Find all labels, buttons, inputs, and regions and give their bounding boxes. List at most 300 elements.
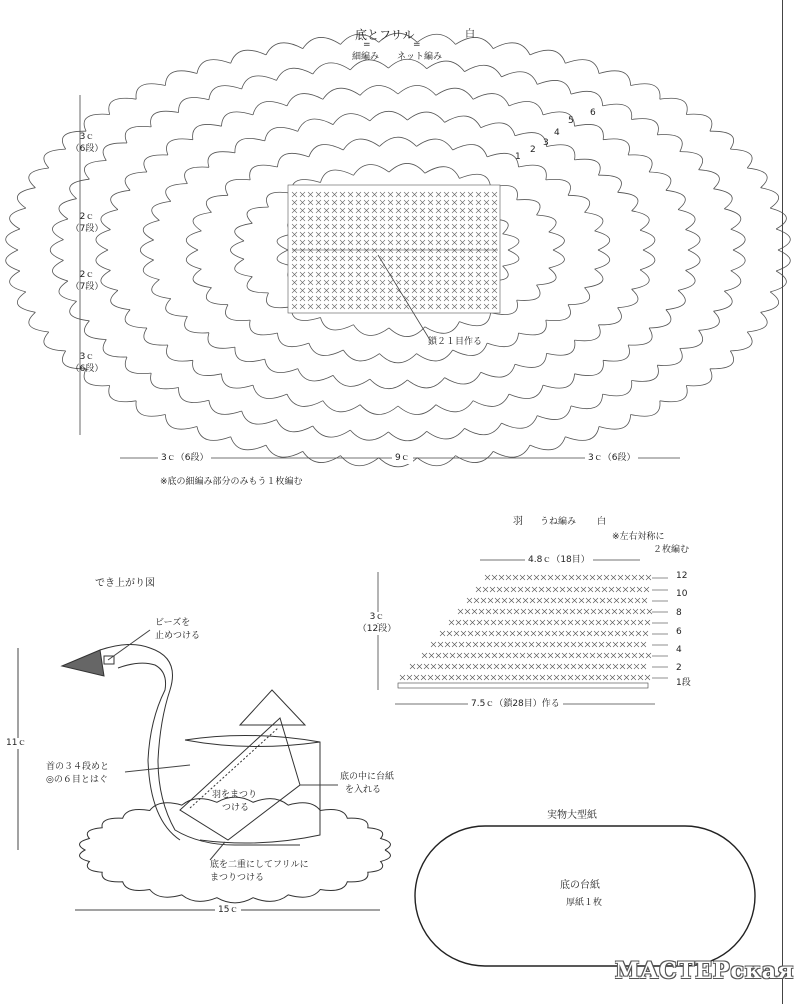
- net-loop: [517, 200, 540, 215]
- wing-stitch: [575, 620, 580, 625]
- net-loop: [125, 357, 151, 374]
- net-loop: [360, 86, 398, 96]
- net-loop: [481, 364, 515, 377]
- net-loop: [287, 394, 323, 406]
- wing-stitch: [571, 664, 576, 669]
- wing-stitch: [518, 587, 523, 592]
- wing-stitch: [443, 653, 448, 658]
- wing-stitch: [583, 575, 588, 580]
- net-loop: [436, 401, 473, 412]
- wing-stitch: [599, 642, 604, 647]
- net-loop: [343, 139, 379, 150]
- wing-stitch: [494, 664, 499, 669]
- net-loop: [575, 159, 601, 175]
- wing-stitch: [597, 575, 602, 580]
- wing-stitch: [592, 642, 597, 647]
- wing-stitch: [640, 609, 645, 614]
- net-loop: [225, 179, 250, 195]
- net-loop: [389, 327, 425, 337]
- wing-stitch: [582, 620, 587, 625]
- net-loop: [208, 333, 235, 349]
- net-loop: [575, 325, 601, 341]
- wing-stitch: [547, 620, 552, 625]
- net-loop: [29, 312, 49, 332]
- wing-stitch: [573, 631, 578, 636]
- net-loop: [277, 68, 313, 80]
- net-loop: [730, 149, 752, 168]
- wing-stitch: [539, 587, 544, 592]
- wing-stitch: [454, 631, 459, 636]
- wing-note-1: ※左右対称に: [612, 532, 665, 542]
- wing-stitch: [499, 575, 504, 580]
- wing-stitch: [480, 642, 485, 647]
- wing-stitch: [456, 620, 461, 625]
- wing-stitch: [505, 620, 510, 625]
- wing-stitch: [583, 653, 588, 658]
- net-loop: [649, 172, 671, 190]
- net-loop: [151, 111, 179, 127]
- net-loop: [287, 94, 323, 106]
- wing-stitch: [612, 609, 617, 614]
- net-loop: [686, 230, 701, 250]
- oval-title: 底とフリル: [355, 28, 415, 42]
- wing-stitch: [562, 653, 567, 658]
- net-loop: [165, 71, 197, 86]
- wing-stitch: [542, 609, 547, 614]
- wing-stitch: [552, 631, 557, 636]
- wing-stitch: [440, 631, 445, 636]
- net-loop: [640, 230, 655, 250]
- wing-bottom-dim: 7.5ｃ（鎖28目）作る: [468, 699, 563, 710]
- net-loop: [193, 269, 211, 288]
- net-loop: [603, 139, 629, 155]
- net-loop: [547, 145, 575, 160]
- wing-stitch: [546, 587, 551, 592]
- wing-stitch: [445, 642, 450, 647]
- wing-stitch: [589, 620, 594, 625]
- net-loop: [70, 179, 90, 199]
- wing-stitch: [584, 609, 589, 614]
- net-loop: [44, 149, 66, 168]
- net-loop: [343, 350, 379, 361]
- net-loop: [321, 170, 354, 182]
- wing-stitch: [608, 631, 613, 636]
- wing-stitch: [617, 675, 622, 680]
- wing-stitch: [473, 642, 478, 647]
- net-loop: [453, 144, 487, 156]
- net-loop: [678, 270, 695, 290]
- wing-stitch: [561, 675, 566, 680]
- wing-stitch: [477, 620, 482, 625]
- wing-stitch: [578, 642, 583, 647]
- wing-stitch: [491, 675, 496, 680]
- net-loop: [140, 240, 153, 260]
- net-loop: [111, 290, 130, 309]
- wing-stitch: [616, 587, 621, 592]
- net-loop: [17, 292, 35, 312]
- wing-stitch: [529, 642, 534, 647]
- wing-stitch: [576, 575, 581, 580]
- net-loop: [231, 241, 245, 259]
- net-loop: [6, 229, 20, 250]
- net-loop: [666, 290, 685, 309]
- wing-stitch: [620, 642, 625, 647]
- wing-stitch: [619, 609, 624, 614]
- wing-stitch: [569, 653, 574, 658]
- net-loop: [714, 291, 733, 311]
- net-loop: [686, 369, 712, 386]
- wing-stitch: [535, 609, 540, 614]
- net-loop: [144, 155, 168, 172]
- wing-stitch: [620, 664, 625, 669]
- wing-stitch: [428, 675, 433, 680]
- net-loop: [380, 354, 417, 363]
- wing-stitch: [478, 653, 483, 658]
- net-loop: [225, 305, 250, 321]
- net-loop: [502, 72, 538, 85]
- wing-stitch: [576, 653, 581, 658]
- wing-stitch: [400, 675, 405, 680]
- wing-note-2: ２枚編む: [653, 545, 690, 555]
- wing-stitch: [497, 587, 502, 592]
- net-loop: [710, 131, 734, 149]
- wing-stitch: [484, 675, 489, 680]
- wing-stitch: [631, 620, 636, 625]
- net-loop: [303, 37, 341, 48]
- net-loop: [278, 333, 309, 347]
- dim-bottom-left: 3ｃ（6段）: [158, 453, 211, 464]
- wing-stitch: [555, 653, 560, 658]
- wing-stitch: [493, 609, 498, 614]
- wing-stitch: [638, 675, 643, 680]
- wing-stitch: [463, 620, 468, 625]
- net-loop: [298, 119, 333, 131]
- wing-stitch: [525, 587, 530, 592]
- wing-stitch: [571, 642, 576, 647]
- net-loop: [571, 394, 603, 409]
- wing-stitch: [605, 609, 610, 614]
- net-loop: [487, 333, 518, 347]
- wing-stitch: [553, 587, 558, 592]
- wing-stitch: [634, 642, 639, 647]
- wing-stitch: [421, 675, 426, 680]
- wing-stitch: [482, 631, 487, 636]
- wing-stitch: [526, 675, 531, 680]
- net-loop: [193, 212, 211, 231]
- wing-stitch: [506, 575, 511, 580]
- wing-row-6: 6: [676, 627, 682, 637]
- wing-stitch: [569, 575, 574, 580]
- wing-stitch: [599, 664, 604, 669]
- wing-stitch: [627, 642, 632, 647]
- net-loop: [465, 65, 502, 77]
- net-loop: [152, 201, 171, 220]
- wing-stitch: [527, 575, 532, 580]
- wing-stitch: [643, 631, 648, 636]
- net-loop: [565, 427, 599, 441]
- wing-stitch: [554, 620, 559, 625]
- wing-stitch: [449, 675, 454, 680]
- net-loop: [502, 416, 538, 429]
- net-loop: [417, 350, 453, 361]
- wing-stitch: [550, 642, 555, 647]
- net-loop: [565, 60, 599, 74]
- wing-stitch: [567, 587, 572, 592]
- wing-stitch: [470, 620, 475, 625]
- wing-stitch: [590, 653, 595, 658]
- net-loop: [657, 348, 682, 365]
- wing-attach-1: 羽をまつり: [212, 790, 258, 800]
- net-loop: [549, 232, 565, 250]
- net-loop: [585, 212, 603, 231]
- wing-stitch: [621, 598, 626, 603]
- wing-stitch: [581, 587, 586, 592]
- net-loop: [730, 332, 752, 351]
- wing-stitch: [563, 609, 568, 614]
- net-loop: [165, 415, 197, 430]
- wing-stitch: [527, 653, 532, 658]
- wing-stitch: [645, 620, 650, 625]
- net-loop: [537, 268, 557, 285]
- wing-stitch: [595, 587, 600, 592]
- net-loop: [519, 165, 547, 180]
- wing-stitch: [511, 587, 516, 592]
- wing-stitch: [498, 675, 503, 680]
- net-loop: [549, 250, 565, 268]
- wing-stitch: [568, 620, 573, 625]
- net-loop: [323, 88, 360, 99]
- wing-top-dim: 4.8ｃ（18目）: [525, 555, 593, 566]
- net-loop: [125, 126, 151, 143]
- wing-stitch: [470, 675, 475, 680]
- wing-stitch: [507, 609, 512, 614]
- net-loop: [166, 299, 188, 317]
- wing-row-2: 2: [676, 663, 682, 673]
- net-loop: [618, 289, 638, 308]
- net-loop: [631, 84, 660, 99]
- wing-stitch: [431, 642, 436, 647]
- row-num-2: 2: [530, 145, 536, 155]
- net-loop: [761, 188, 779, 208]
- wing-stitch: [414, 675, 419, 680]
- net-loop: [481, 123, 515, 136]
- net-loop: [575, 360, 604, 375]
- wing-stitch: [452, 664, 457, 669]
- wing-stitch: [564, 664, 569, 669]
- wing-stitch: [447, 631, 452, 636]
- net-loop: [493, 43, 530, 55]
- wing-stitch: [492, 653, 497, 658]
- net-loop: [136, 84, 165, 99]
- finished-height: 11ｃ: [6, 738, 27, 748]
- net-loop: [235, 138, 265, 153]
- foundation-chain: [398, 683, 648, 688]
- net-loop: [595, 231, 610, 250]
- wing-stitch: [502, 598, 507, 603]
- net-loop: [151, 373, 179, 389]
- net-loop: [231, 437, 266, 450]
- net-loop: [193, 360, 222, 375]
- net-loop: [333, 375, 370, 386]
- wing-stitch: [589, 675, 594, 680]
- wing-stitch: [641, 642, 646, 647]
- net-loop: [350, 430, 388, 440]
- net-loop: [370, 379, 408, 389]
- net-loop: [632, 211, 650, 230]
- net-loop: [776, 250, 790, 271]
- wing-stitch: [587, 631, 592, 636]
- wing-stitch: [559, 631, 564, 636]
- wing-row-4: 4: [676, 645, 682, 655]
- wing-stitch: [540, 620, 545, 625]
- wing-stitch: [624, 620, 629, 625]
- net-loop: [517, 285, 540, 300]
- net-loop: [628, 155, 652, 172]
- net-loop: [333, 114, 370, 125]
- net-loop: [503, 234, 519, 250]
- wing-stitch: [622, 631, 627, 636]
- wing-stitch: [479, 609, 484, 614]
- wing-stitch: [407, 675, 412, 680]
- wing-stitch: [541, 653, 546, 658]
- net-loop: [493, 445, 530, 457]
- dim-bottom-right: 3ｃ（6段）: [585, 453, 638, 464]
- wing-stitch: [633, 609, 638, 614]
- net-loop: [603, 345, 629, 361]
- wing-stitch: [515, 664, 520, 669]
- net-loop: [598, 175, 621, 192]
- net-loop: [125, 172, 147, 190]
- wing-stitch: [512, 620, 517, 625]
- net-loop: [266, 43, 303, 55]
- net-loop: [44, 332, 66, 351]
- wing-stitch: [596, 620, 601, 625]
- net-loop: [266, 445, 303, 457]
- net-loop: [10, 271, 26, 292]
- net-loop: [546, 305, 571, 321]
- net-loop: [699, 311, 720, 330]
- net-loop: [354, 325, 390, 336]
- wing-stitch: [642, 598, 647, 603]
- net-loop: [125, 310, 147, 328]
- net-loop: [456, 451, 494, 462]
- beads-note-2: 止めつける: [155, 631, 201, 641]
- wing-stitch: [513, 653, 518, 658]
- wing-stitch: [488, 598, 493, 603]
- wing-stitch: [597, 653, 602, 658]
- net-loop: [250, 320, 278, 335]
- wing-stitch: [632, 653, 637, 658]
- wing-stitch: [417, 664, 422, 669]
- net-loop: [509, 385, 543, 398]
- net-loop: [10, 208, 26, 229]
- net-loop: [380, 137, 417, 146]
- wing-stitch: [538, 631, 543, 636]
- wing-stitch: [457, 653, 462, 658]
- net-loop: [298, 369, 333, 381]
- net-loop: [277, 420, 313, 432]
- wing-stitch: [580, 631, 585, 636]
- net-loop: [603, 104, 632, 119]
- net-loop: [152, 280, 171, 299]
- wing-stitch: [431, 664, 436, 669]
- wing-stitch: [610, 675, 615, 680]
- board-note-1: 底の中に台紙: [340, 772, 395, 782]
- wing-stitch: [503, 631, 508, 636]
- wing-stitch: [536, 664, 541, 669]
- net-loop: [206, 288, 228, 305]
- wing-stitch: [623, 587, 628, 592]
- wing-stitch: [473, 664, 478, 669]
- net-loop: [235, 259, 253, 277]
- net-loop: [186, 250, 201, 269]
- wing-stitch: [568, 675, 573, 680]
- net-loop: [398, 405, 436, 415]
- net-loop: [247, 277, 269, 293]
- net-loop: [666, 190, 685, 209]
- dim-left-3-rows: （7段）: [70, 282, 104, 292]
- wing-stitch: [574, 587, 579, 592]
- net-loop: [680, 152, 703, 170]
- net-loop: [436, 88, 473, 99]
- wing-stitch: [475, 631, 480, 636]
- net-loop: [445, 372, 481, 384]
- wing-stitch: [544, 598, 549, 603]
- wing-stitch: [592, 664, 597, 669]
- wing-stitch: [543, 664, 548, 669]
- net-loop: [547, 340, 575, 355]
- dim-left-4-rows: （6段）: [70, 364, 104, 374]
- wing-stitch: [625, 653, 630, 658]
- wing-stitch: [504, 587, 509, 592]
- net-loop: [631, 401, 660, 416]
- wing-stitch: [636, 631, 641, 636]
- wing-stitch: [644, 587, 649, 592]
- wing-stitch: [508, 664, 513, 669]
- wing-stitch: [512, 675, 517, 680]
- wing-left-dim-rows: （12段）: [350, 624, 404, 635]
- dim-bottom-center: 9ｃ: [392, 453, 413, 464]
- wing-stitch: [533, 675, 538, 680]
- wing-stitch: [499, 653, 504, 658]
- wing-attach-2: つける: [222, 803, 250, 813]
- wing-stitch: [628, 598, 633, 603]
- wing-stitch: [531, 631, 536, 636]
- net-loop: [537, 80, 571, 94]
- dim-left-3-size: 2ｃ: [79, 270, 95, 280]
- wing-stitch: [613, 664, 618, 669]
- net-loop: [628, 328, 652, 345]
- wing-stitch: [606, 664, 611, 669]
- wing-stitch: [598, 609, 603, 614]
- wing-stitch: [533, 620, 538, 625]
- net-loop: [407, 112, 444, 122]
- wing-stitch: [410, 664, 415, 669]
- net-loop: [598, 308, 621, 325]
- single-crochet-grid: [288, 185, 500, 313]
- net-loop: [537, 406, 571, 420]
- net-loop: [680, 330, 703, 348]
- wing-stitch: [537, 598, 542, 603]
- wing-stitch: [604, 575, 609, 580]
- net-loop: [445, 116, 481, 128]
- wing-stitch: [586, 598, 591, 603]
- wing-stitch: [541, 575, 546, 580]
- wing-stitch: [500, 609, 505, 614]
- row-num-4: 4: [554, 128, 560, 138]
- net-loop: [632, 119, 659, 135]
- net-loop: [242, 76, 277, 89]
